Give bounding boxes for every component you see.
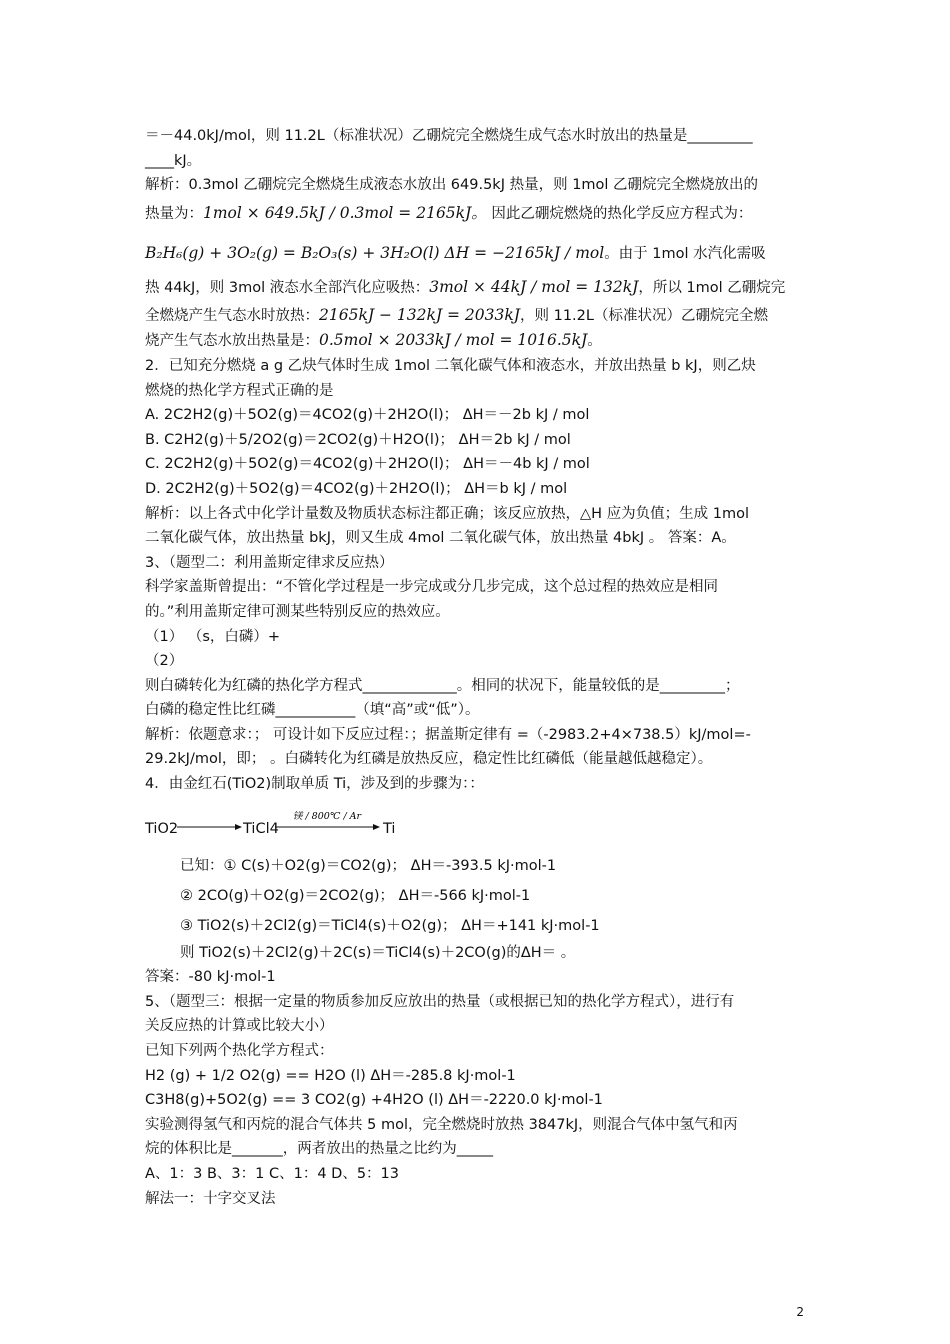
text-line: 2．已知充分燃烧 a g 乙炔气体时生成 1mol 二氧化碳气体和液态水，并放出热量 b kJ，则乙炔 [145, 357, 756, 374]
option-d: D. 2C2H2(g)＋5O2(g)＝4CO2(g)＋2H2O(l)； ΔH＝b kJ / mol [145, 480, 568, 497]
text-line: 29.2kJ/mol，即； 。白磷转化为红磷是放热反应，稳定性比红磷低（能量越低越稳定）。 [145, 751, 713, 768]
text-line: 实验测得氢气和丙烷的混合气体共 5 mol，完全燃烧时放热 3847kJ，则混合气体中氢气和丙 [145, 1116, 738, 1133]
text-fragment: 因此乙硼烷燃烧的热化学反应方程式为： [486, 205, 753, 222]
text-line: 则白磷转化为红磷的热化学方程式_____________。相同的状况下，能量较低的是_________； [145, 677, 740, 694]
text-fragment: 烧产生气态水放出热量是： [145, 333, 319, 350]
product-label: Ti [383, 820, 396, 837]
section-heading: 3、（题型二：利用盖斯定律求反应热） [145, 554, 394, 571]
text-line: 燃烧的热化学方程式正确的是 [145, 382, 334, 399]
text-line: 已知下列两个热化学方程式： [145, 1043, 334, 1060]
page-number: 2 [796, 1305, 804, 1319]
text-line [145, 235, 810, 272]
math-expression: 2165kJ − 132kJ = 2033kJ [319, 305, 520, 324]
text-line [145, 303, 810, 329]
text-line: 的。”利用盖斯定律可测某些特别反应的热效应。 [145, 603, 450, 620]
document-page [145, 124, 810, 1211]
text-line: 解析：依题意求：； 可设计如下反应过程：；据盖斯定律有 =（-2983.2+4×738.5）kJ/mol=- [145, 726, 751, 743]
given-equation: 已知：① C(s)＋O2(g)＝CO2(g)； ΔH＝-393.5 kJ·mol-1 [180, 857, 557, 874]
text-fragment: 全燃烧产生气态水时放热： [145, 307, 319, 324]
given-equation: 则 TiO2(s)＋2Cl2(g)＋2C(s)＝TiCl4(s)＋2CO(g)的ΔH＝ 。 [180, 944, 576, 961]
options-line: A、1：3 B、3：1 C、1：4 D、5：13 [145, 1166, 400, 1182]
reactant-label: TiO2 [145, 820, 179, 837]
text-line: 解法一：十字交叉法 [145, 1190, 276, 1207]
math-expression: 0.5mol × 2033kJ / mol = 1016.5kJ [319, 331, 588, 350]
text-line: 关反应热的计算或比较大小） [145, 1018, 334, 1035]
text-line: 烷的体积比是_______，两者放出的热量之比约为_____ [145, 1141, 493, 1158]
text-line: （2） [145, 653, 184, 670]
text-line: ____kJ。 [145, 152, 202, 169]
reaction-condition: 镁 / 800℃ / Ar [292, 810, 362, 822]
text-fragment: 。 [587, 333, 602, 350]
text-line: 白磷的稳定性比红磷___________（填“高”或“低”）。 [145, 702, 480, 719]
text-line: 4．由金红石(TiO2)制取单质 Ti，涉及到的步骤为：： [145, 776, 484, 793]
equation-line: C3H8(g)+5O2(g) == 3 CO2(g) +4H2O (l) ΔH＝-2220.0 kJ·mol-1 [145, 1092, 603, 1109]
reaction-scheme [145, 807, 810, 839]
math-expression: 1mol × 649.5kJ / 0.3mol = 2165kJ。 [203, 203, 487, 222]
text-line: 解析：以上各式中化学计量数及物质状态标注都正确；该反应放热，△H 应为负值；生成 1mol [145, 505, 750, 522]
text-fragment: 热 44kJ，则 3mol 液态水全部汽化应吸热： [145, 279, 430, 296]
text-fragment: 。由于 1mol 水汽化需吸 [604, 245, 766, 262]
text-line [145, 198, 810, 229]
text-line: 科学家盖斯曾提出：“不管化学过程是一步完成或分几步完成，这个总过程的热效应是相同 [145, 579, 719, 596]
option-c: C. 2C2H2(g)＋5O2(g)＝4CO2(g)＋2H2O(l)； ΔH＝－4b kJ / mol [145, 456, 590, 473]
text-line: 解析：0.3mol 乙硼烷完全燃烧生成液态水放出 649.5kJ 热量，则 1mol 乙硼烷完全燃烧放出的 [145, 177, 759, 194]
text-fragment: 热量为： [145, 205, 203, 222]
given-equation: ② 2CO(g)＋O2(g)＝2CO2(g)； ΔH＝-566 kJ·mol-1 [180, 887, 531, 904]
text-fragment: ，则 11.2L（标准状况）乙硼烷完全燃 [519, 307, 768, 324]
text-line: 二氧化碳气体，放出热量 bkJ，则又生成 4mol 二氧化碳气体，放出热量 4bkJ 。 答案：A。 [145, 530, 736, 547]
option-b: B. C2H2(g)＋5/2O2(g)＝2CO2(g)＋H2O(l)； ΔH＝2b kJ / mol [145, 431, 571, 448]
equation-line: H2 (g) + 1/2 O2(g) == H2O (l) ΔH＝-285.8 kJ·mol-1 [145, 1067, 516, 1084]
option-a: A. 2C2H2(g)＋5O2(g)＝4CO2(g)＋2H2O(l)； ΔH＝－2b kJ / mol [145, 407, 590, 424]
math-expression: B₂H₆(g) + 3O₂(g) = B₂O₃(s) + 3H₂O(l) ΔH = −2165kJ / mol [145, 243, 605, 262]
math-expression: 3mol × 44kJ / mol = 132kJ [429, 277, 639, 296]
answer-line: 答案：-80 kJ·mol-1 [145, 969, 276, 986]
section-heading: 5、（题型三：根据一定量的物质参加反应放出的热量（或根据已知的热化学方程式），进行有 [145, 993, 735, 1010]
text-fragment: ，所以 1mol 乙硼烷完 [638, 279, 786, 296]
text-line [145, 272, 810, 303]
text-line [145, 328, 810, 354]
text-line: ＝－44.0kJ/mol，则 11.2L（标准状况）乙硼烷完全燃烧生成气态水时放出的热量是_________ [145, 128, 753, 144]
intermediate-label: TiCl4 [243, 820, 279, 837]
given-equation: ③ TiO2(s)＋2Cl2(g)＝TiCl4(s)＋O2(g)； ΔH＝+141 kJ·mol-1 [180, 917, 600, 934]
text-line: （1） （s，白磷）+ [145, 628, 281, 645]
